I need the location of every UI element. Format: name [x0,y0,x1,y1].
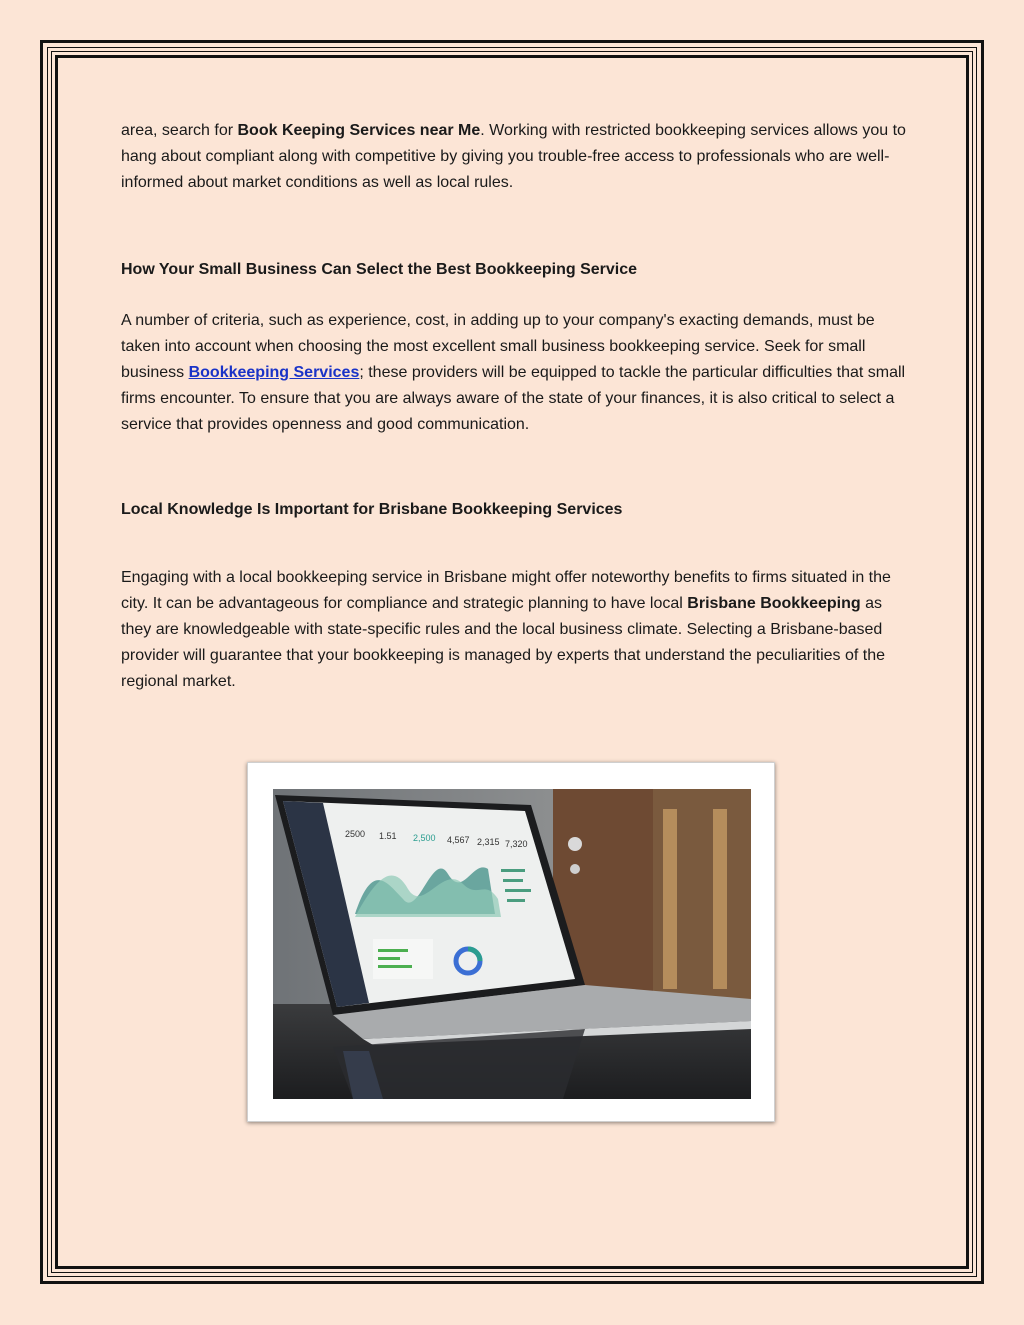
section-heading: Local Knowledge Is Important for Brisbane Bookkeeping Services [121,501,623,518]
paragraph-selection: A number of criteria, such as experience, cost, in adding up to your company's exacting demands, must be taken into account when choosing the most excellent small business bookkeeping service. Seek for small business Bookkeeping Services; these providers will be equipped to tackle the particular difficulties that small firms encounter. To ensure that you are always aware of the state of your finances, it is also critical to select a service that provides openness and good communication. [121,312,906,433]
laptop-dashboard-photo [273,789,751,1099]
bold-keyword: Brisbane Bookkeeping [687,595,861,612]
svg-text:2500: 2500 [345,829,366,839]
paragraph-intro: area, search for Book Keeping Services near Me. Working with restricted bookkeeping services allows you to hang about compliant along with competitive by giving you trouble-free access to professionals who are well-informed about market conditions as well as local rules. [121,122,906,191]
document-body [121,118,911,690]
section-heading: How Your Small Business Can Select the Best Bookkeeping Service [121,261,638,278]
svg-text:2,500: 2,500 [413,833,436,843]
svg-text:7,320: 7,320 [505,839,528,849]
laptop-photo-frame [247,762,775,1122]
bold-keyword: Book Keeping Services near Me [237,122,481,139]
svg-text:2,315: 2,315 [477,837,500,847]
bookkeeping-services-link[interactable]: Bookkeeping Services [188,364,360,381]
svg-text:1.51: 1.51 [379,831,397,841]
svg-text:4,567: 4,567 [447,835,470,845]
paragraph-local-knowledge: Engaging with a local bookkeeping service in Brisbane might offer noteworthy benefits to firms situated in the city. It can be advantageous for compliance and strategic planning to have local Brisbane Bookkeeping as they are knowledgeable with state-specific rules and the local business climate. Selecting a Brisbane-based provider will guarantee that your bookkeeping is managed by experts that understand the peculiarities of the regional market. [121,569,891,690]
